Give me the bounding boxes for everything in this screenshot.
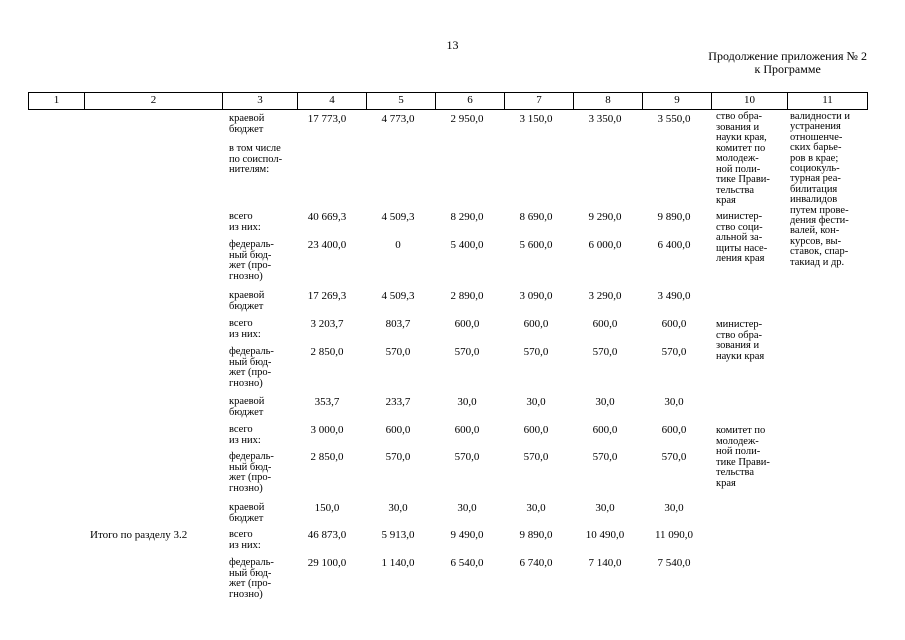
column-number: 11 <box>822 94 833 106</box>
value-cell: 150,0 <box>314 502 340 514</box>
value-cell: 30,0 <box>664 502 684 514</box>
value-cell: 17 269,3 <box>307 290 347 302</box>
value-cell: 30,0 <box>457 502 477 514</box>
value-cell: 600,0 <box>454 424 480 436</box>
value-cell: 0 <box>395 239 401 251</box>
budget-label: федераль- ный бюд- жет (про- гнозно) <box>229 346 274 389</box>
value-cell: 9 290,0 <box>588 211 622 223</box>
column-number: 7 <box>536 94 542 106</box>
column-number: 2 <box>150 94 157 106</box>
executor-cell: ство обра- зования и науки края, комитет по молодеж- ной поли- тике Прави- тельства края <box>716 111 770 206</box>
value-cell: 570,0 <box>523 451 549 463</box>
value-cell: 570,0 <box>385 451 411 463</box>
column-number: 5 <box>398 94 404 106</box>
budget-label: всего из них: <box>229 318 261 340</box>
appendix-header-line2: к Программе <box>754 62 821 76</box>
value-cell: 570,0 <box>523 346 549 358</box>
value-cell: 2 890,0 <box>450 290 484 302</box>
value-cell: 570,0 <box>454 346 480 358</box>
executor-cell: комитет по молодеж- ной поли- тике Прави- тельства края <box>716 425 770 489</box>
value-cell: 30,0 <box>388 502 408 514</box>
value-cell: 600,0 <box>592 318 618 330</box>
appendix-header <box>708 50 867 76</box>
value-cell: 9 890,0 <box>519 529 553 541</box>
value-cell: 570,0 <box>661 451 687 463</box>
value-cell: 4 509,3 <box>381 290 415 302</box>
value-cell: 5 400,0 <box>450 239 484 251</box>
budget-label: всего из них: <box>229 424 261 446</box>
column-number: 4 <box>329 94 335 106</box>
value-cell: 5 600,0 <box>519 239 553 251</box>
value-cell: 600,0 <box>523 318 549 330</box>
value-cell: 600,0 <box>661 318 687 330</box>
value-cell: 3 550,0 <box>657 113 691 125</box>
page-number: 13 <box>446 38 459 52</box>
value-cell: 30,0 <box>457 396 477 408</box>
value-cell: 600,0 <box>385 424 411 436</box>
value-cell: 30,0 <box>595 502 615 514</box>
value-cell: 233,7 <box>385 396 411 408</box>
value-cell: 3 150,0 <box>519 113 553 125</box>
value-cell: 570,0 <box>661 346 687 358</box>
co-executors-label: в том числе по соиспол- нителям: <box>229 143 283 175</box>
value-cell: 4 509,3 <box>381 211 415 223</box>
value-cell: 3 090,0 <box>519 290 553 302</box>
value-cell: 570,0 <box>592 346 618 358</box>
value-cell: 7 540,0 <box>657 557 691 569</box>
value-cell: 1 140,0 <box>381 557 415 569</box>
column-number: 9 <box>674 94 680 106</box>
value-cell: 17 773,0 <box>307 113 347 125</box>
value-cell: 29 100,0 <box>307 557 347 569</box>
value-cell: 3 350,0 <box>588 113 622 125</box>
budget-label: краевой бюджет <box>229 290 265 312</box>
appendix-header-line1: Продолжение приложения № 2 <box>708 49 867 63</box>
budget-label: краевой бюджет <box>229 396 265 418</box>
value-cell: 6 400,0 <box>657 239 691 251</box>
value-cell: 23 400,0 <box>307 239 347 251</box>
value-cell: 4 773,0 <box>381 113 415 125</box>
executor-cell: министер- ство соци- альной за- щиты насе- ления края <box>716 211 768 264</box>
column-number: 10 <box>744 94 755 106</box>
budget-label: всего из них: <box>229 211 261 233</box>
value-cell: 9 890,0 <box>657 211 691 223</box>
value-cell: 30,0 <box>595 396 615 408</box>
value-cell: 570,0 <box>454 451 480 463</box>
value-cell: 30,0 <box>664 396 684 408</box>
budget-label: федераль- ный бюд- жет (про- гнозно) <box>229 557 274 600</box>
value-cell: 11 090,0 <box>654 529 694 541</box>
budget-label: всего из них: <box>229 529 261 551</box>
value-cell: 570,0 <box>385 346 411 358</box>
value-cell: 3 490,0 <box>657 290 691 302</box>
budget-label: краевой бюджет <box>229 113 265 135</box>
value-cell: 3 290,0 <box>588 290 622 302</box>
value-cell: 3 000,0 <box>310 424 344 436</box>
expected-result-cell: валидности и устранения отношенче- ских барье- ров в крае; социокуль- турная реа- билитация инвалидов путем прове- дения фести- валей, кон- курсов, вы- ставок, спар- такиад и др. <box>790 111 851 268</box>
column-number: 3 <box>257 94 263 106</box>
value-cell: 6 540,0 <box>450 557 484 569</box>
section-total-label: Итого по разделу 3.2 <box>90 529 188 541</box>
budget-label: федераль- ный бюд- жет (про- гнозно) <box>229 451 274 494</box>
executor-cell: министер- ство обра- зования и науки края <box>716 319 765 362</box>
value-cell: 10 490,0 <box>585 529 625 541</box>
value-cell: 803,7 <box>385 318 411 330</box>
value-cell: 7 140,0 <box>588 557 622 569</box>
budget-label: краевой бюджет <box>229 502 265 524</box>
value-cell: 6 740,0 <box>519 557 553 569</box>
value-cell: 600,0 <box>523 424 549 436</box>
value-cell: 2 950,0 <box>450 113 484 125</box>
value-cell: 46 873,0 <box>307 529 347 541</box>
value-cell: 600,0 <box>454 318 480 330</box>
value-cell: 6 000,0 <box>588 239 622 251</box>
value-cell: 600,0 <box>592 424 618 436</box>
value-cell: 600,0 <box>661 424 687 436</box>
value-cell: 9 490,0 <box>450 529 484 541</box>
value-cell: 30,0 <box>526 396 546 408</box>
value-cell: 3 203,7 <box>310 318 344 330</box>
value-cell: 570,0 <box>592 451 618 463</box>
column-number: 8 <box>605 94 611 106</box>
column-number-row <box>28 92 868 110</box>
column-number: 6 <box>467 94 473 106</box>
column-number: 1 <box>53 94 60 106</box>
value-cell: 353,7 <box>314 396 340 408</box>
value-cell: 2 850,0 <box>310 451 344 463</box>
value-cell: 40 669,3 <box>307 211 347 223</box>
value-cell: 8 690,0 <box>519 211 553 223</box>
budget-label: федераль- ный бюд- жет (про- гнозно) <box>229 239 274 282</box>
value-cell: 30,0 <box>526 502 546 514</box>
value-cell: 2 850,0 <box>310 346 344 358</box>
value-cell: 5 913,0 <box>381 529 415 541</box>
value-cell: 8 290,0 <box>450 211 484 223</box>
